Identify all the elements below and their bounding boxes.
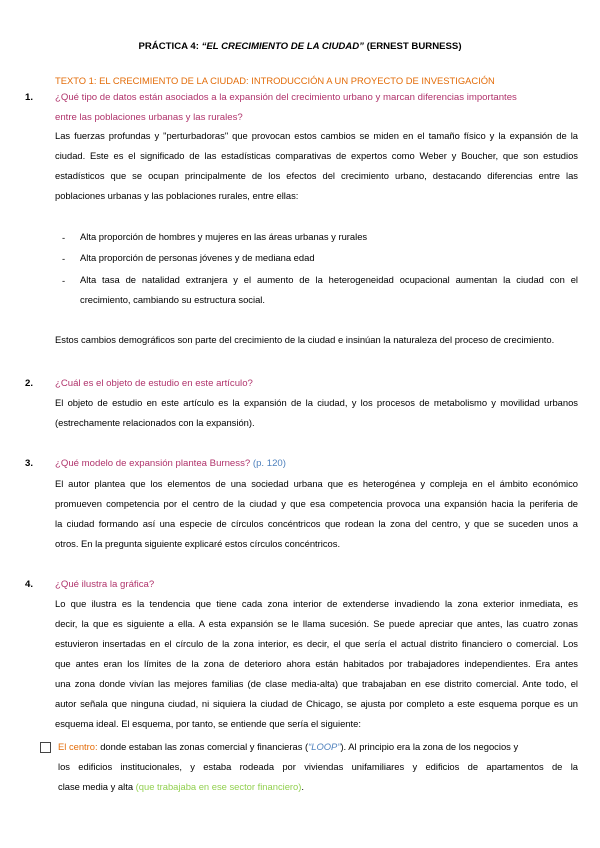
bullet-line: Alta proporción de hombres y mujeres en las áreas urbanas y rurales (80, 231, 368, 242)
answer-1-closing (55, 330, 578, 350)
zone-note: (que trabajaba en ese sector financiero) (135, 781, 302, 792)
question-number-1: 1. (25, 92, 34, 103)
zone-text: donde estaban las zonas comercial y financieras ( (97, 741, 309, 752)
paragraph-line: decir, la que es siguiente a ella. A esta expansión se le llama sucesión. Se puede apreciar que antes, las cuatro zonas (55, 618, 578, 629)
zone-text: clase media y alta (58, 781, 136, 792)
paragraph-line: ciudad. Este es el significado de las estadísticas comparativas de expertos como Weber y Boucher, que son estudios (55, 150, 578, 161)
question-3-text: ¿Qué modelo de expansión plantea Burness? (55, 458, 253, 469)
bullet-item (80, 248, 578, 268)
bullet-line: Alta proporción de personas jóvenes y de mediana edad (80, 252, 315, 263)
bullet-item (80, 270, 578, 310)
paragraph-line: poblaciones urbanas y las poblaciones rurales, entre ellas: (55, 190, 299, 201)
answer-3-paragraph (55, 474, 578, 554)
paragraph-line: la ciudad formando así una especie de círculos concéntricos que rodean la zona del centro, y que se suceden unos a (55, 518, 578, 529)
paragraph-line: esquema ideal. El esquema, por tanto, se entiende que sería el siguiente: (55, 718, 361, 729)
paragraph-line: otros. En la pregunta siguiente explicaré estos círculos concéntricos. (55, 538, 341, 549)
paragraph-line: Las fuerzas profundas y "perturbadoras" que provocan estos cambios se miden en el tamaño físico y la expansión de la (55, 130, 578, 141)
question-1-line-2: entre las poblaciones urbanas y las rurales? (55, 112, 243, 123)
question-number-4: 4. (25, 579, 34, 590)
zone-item-centro (58, 737, 578, 757)
bullet-dash: - (62, 232, 66, 243)
bullet-dash: - (62, 275, 66, 286)
question-4: ¿Qué ilustra la gráfica? (55, 579, 155, 590)
question-2: ¿Cuál es el objeto de estudio en este artículo? (55, 378, 253, 389)
paragraph-line: estuvieron insertadas en el círculo de la zona interior, es decir, el que sería el actual distrito financiero o comercial. Los (55, 638, 578, 649)
paragraph-line: Lo que ilustra es la tendencia que tiene cada zona interior de extenderse invadiendo la zona exterior inmediata, es (55, 598, 578, 609)
answer-2-paragraph (55, 393, 578, 433)
zone-item-line: los edificios institucionales, y estaba rodeada por viviendas unifamiliares y edificios de apartamentos de la (58, 761, 578, 772)
paragraph-line: promueven competencia por el centro de la ciudad y que esa competencia provoca una expansión hacia la periferia de (55, 498, 578, 509)
answer-4-paragraph (55, 594, 578, 734)
zone-item-line (58, 777, 578, 797)
page-title (0, 41, 600, 52)
loop-term: “LOOP” (308, 741, 341, 752)
zone-text: ). Al principio era la zona de los negocios y (340, 741, 519, 752)
answer-1-paragraph (55, 126, 578, 206)
paragraph-line: que antes eran los límites de la zona de deterioro ahora están habitados por trabajadores independientes. Era antes (55, 658, 578, 669)
title-suffix: (ERNEST BURNESS) (363, 41, 462, 52)
paragraph-line: una zona donde vivían las mejores familias (de clase media-alta) que trabajaban en ese distrito comercial. Ante todo, el (55, 678, 578, 689)
paragraph-line: (estrechamente relacionados con la expansión). (55, 417, 255, 428)
zone-item-line (58, 737, 578, 757)
question-3 (55, 458, 286, 469)
paragraph-line: El autor plantea que los elementos de una sociedad urbana que es heterogénea y compleja en el ámbito económico (55, 478, 578, 489)
bullet-item (80, 227, 578, 247)
paragraph-line: Estos cambios demográficos son parte del crecimiento de la ciudad e insinúan la naturaleza del proceso de crecimiento. (55, 334, 555, 345)
section-heading-texto1: TEXTO 1: EL CRECIMIENTO DE LA CIUDAD: INTRODUCCIÓN A UN PROYECTO DE INVESTIGACIÓN (55, 75, 495, 86)
bullet-line: Alta tasa de natalidad extranjera y el aumento de la heterogeneidad ocupacional aumentan la ciudad con el (80, 274, 578, 285)
page-reference: (p. 120) (252, 458, 286, 469)
question-number-3: 3. (25, 458, 34, 469)
title-prefix: PRÁCTICA 4: (138, 41, 202, 52)
bullet-dash: - (62, 253, 66, 264)
zone-item-centro-cont (58, 757, 578, 797)
title-italic: “EL CRECIMIENTO DE LA CIUDAD” (201, 41, 364, 52)
checkbox-icon[interactable] (40, 742, 51, 753)
question-number-2: 2. (25, 378, 34, 389)
zone-label: El centro: (58, 741, 98, 752)
question-1-line-1: ¿Qué tipo de datos están asociados a la expansión del crecimiento urbano y marcan diferencias importantes (55, 92, 517, 103)
bullet-line: crecimiento, cambiando su estructura social. (80, 294, 265, 305)
paragraph-line: estadísticos que se ocupan principalmente de los efectos del crecimiento urbano, destacando diferencias entre las (55, 170, 578, 181)
paragraph-line: El objeto de estudio en este artículo es la expansión de la ciudad, y los procesos de metabolismo y movilidad urbanos (55, 397, 578, 408)
paragraph-line: autor señala que ninguna ciudad, ni siquiera la ciudad de Chicago, se ajusta por completo a este esquema porque es un (55, 698, 578, 709)
zone-text: . (301, 781, 304, 792)
